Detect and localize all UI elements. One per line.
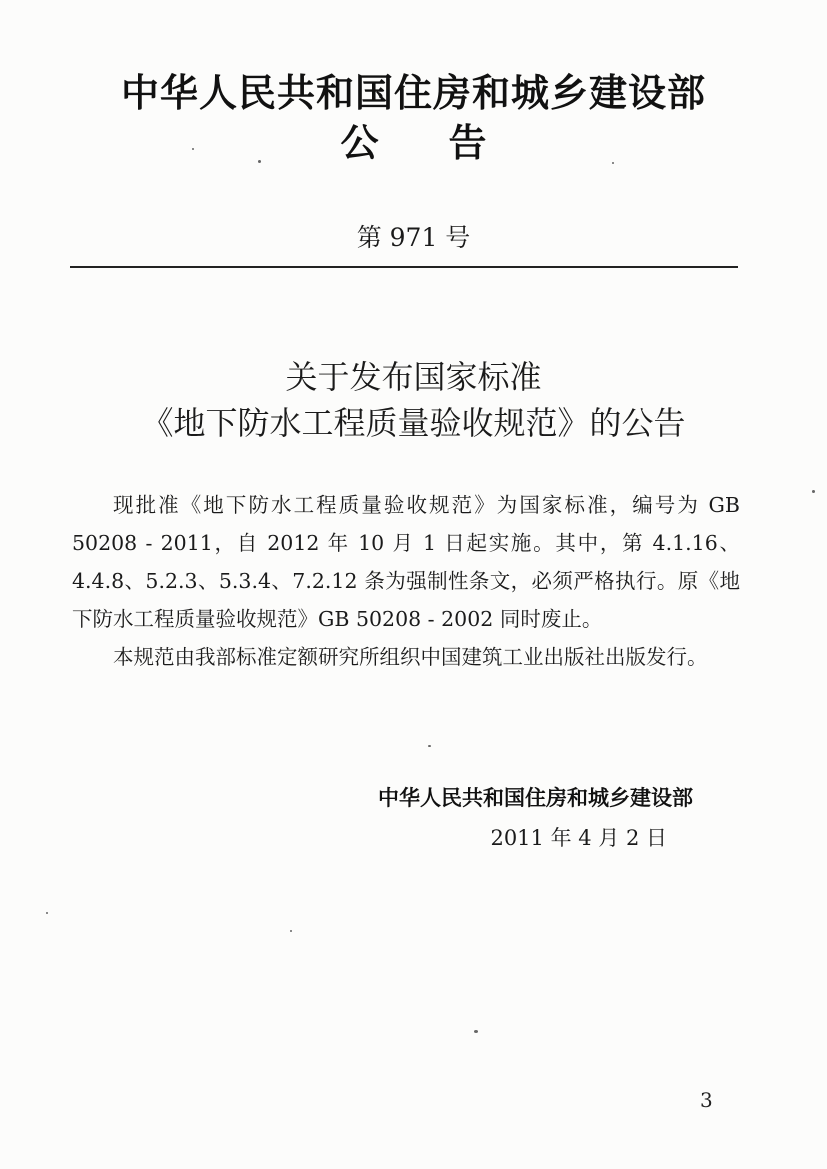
- scan-speck: [428, 745, 431, 747]
- scan-speck: [290, 930, 292, 932]
- announcement-title-line-1: 关于发布国家标准: [285, 358, 542, 396]
- header-divider: [70, 266, 738, 268]
- document-kind-heading: 公告: [340, 121, 557, 165]
- scan-speck: [46, 912, 48, 914]
- body-paragraph-2: 本规范由我部标准定额研究所组织中国建筑工业出版社出版发行。: [113, 645, 708, 669]
- scan-speck: [812, 490, 815, 493]
- document-number: 第 971 号: [356, 223, 471, 252]
- scan-speck: [474, 1030, 478, 1033]
- body-paragraph-1: 现批准《地下防水工程质量验收规范》为国家标准，编号为 GB 50208 - 2011，自 2012 年 10 月 1 日起实施。其中，第 4.1.16、4.4.8、5.2.3、5.3.4、7.2.12 条为强制性条文，必须严格执行。原《地下防水工程质量验收规范》GB 50208 - 2002 同时废止。: [72, 493, 740, 631]
- issuer-title: 中华人民共和国住房和城乡建设部: [120, 71, 706, 115]
- scan-speck: [258, 160, 261, 163]
- announcement-title-line-2: 《地下防水工程质量验收规范》的公告: [141, 404, 686, 442]
- scan-speck: [192, 148, 194, 150]
- scan-speck: [612, 162, 614, 164]
- announcement-body: [72, 486, 740, 676]
- issue-date: 2011 年 4 月 2 日: [490, 826, 667, 850]
- page-number: 3: [700, 1088, 713, 1112]
- issuer-signature: 中华人民共和国住房和城乡建设部: [378, 786, 693, 810]
